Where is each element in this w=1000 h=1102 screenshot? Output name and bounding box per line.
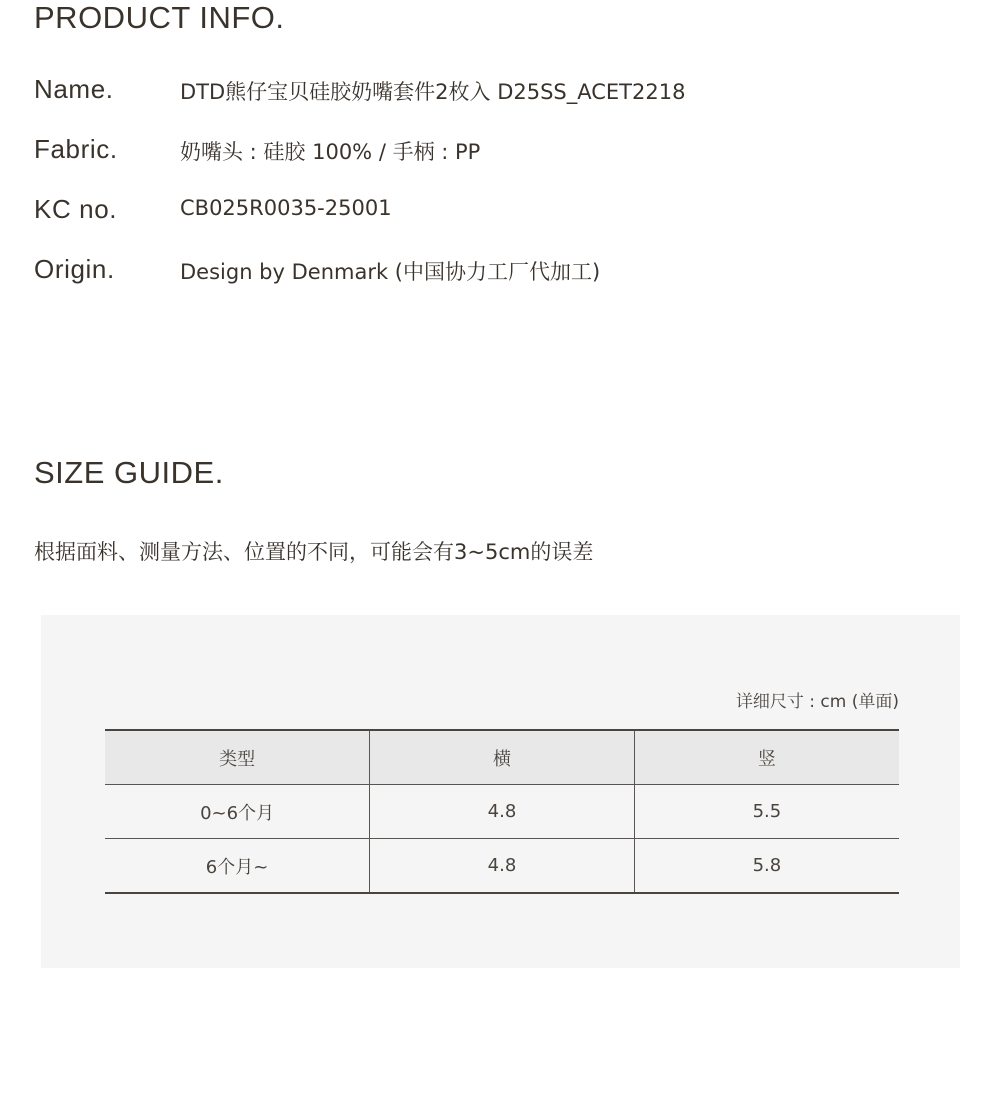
cell-width: 4.8 bbox=[370, 839, 635, 894]
size-table-panel bbox=[41, 615, 960, 968]
unit-note: 详细尺寸 : cm (单面) bbox=[735, 692, 899, 712]
info-label-kc-no: KC no. bbox=[34, 194, 118, 224]
cell-width: 4.8 bbox=[370, 785, 635, 839]
header-cell-height: 竖 bbox=[634, 730, 899, 785]
size-table-header-row bbox=[105, 730, 899, 785]
size-guide-title: SIZE GUIDE. bbox=[34, 455, 224, 490]
info-value-origin: Design by Denmark (中国协力工厂代加工) bbox=[180, 260, 601, 284]
product-info-title: PRODUCT INFO. bbox=[34, 0, 285, 35]
info-label-fabric: Fabric. bbox=[34, 134, 118, 164]
cell-type: 0~6个月 bbox=[200, 802, 275, 824]
cell-height: 5.8 bbox=[634, 839, 899, 894]
cell-height: 5.5 bbox=[634, 785, 899, 839]
info-row-fabric bbox=[34, 134, 934, 174]
cell-type: 6个月~ bbox=[205, 856, 269, 878]
info-label-origin: Origin. bbox=[34, 254, 115, 284]
size-table bbox=[105, 729, 899, 894]
info-value-name: DTD熊仔宝贝硅胶奶嘴套件2枚入 D25SS_ACET2218 bbox=[180, 80, 686, 104]
info-row-name bbox=[34, 74, 934, 114]
info-row-kc-no bbox=[34, 194, 934, 234]
info-value-fabric: 奶嘴头 : 硅胶 100% / 手柄 : PP bbox=[180, 140, 481, 164]
size-guide-note: 根据面料、测量方法、位置的不同，可能会有3~5cm的误差 bbox=[34, 540, 594, 564]
table-row bbox=[105, 839, 899, 894]
table-row bbox=[105, 785, 899, 839]
info-value-kc-no: CB025R0035-25001 bbox=[180, 196, 392, 220]
info-row-origin bbox=[34, 254, 934, 294]
header-cell-type: 类型 bbox=[219, 748, 256, 770]
info-label-name: Name. bbox=[34, 74, 114, 104]
header-cell-width: 横 bbox=[370, 730, 635, 785]
